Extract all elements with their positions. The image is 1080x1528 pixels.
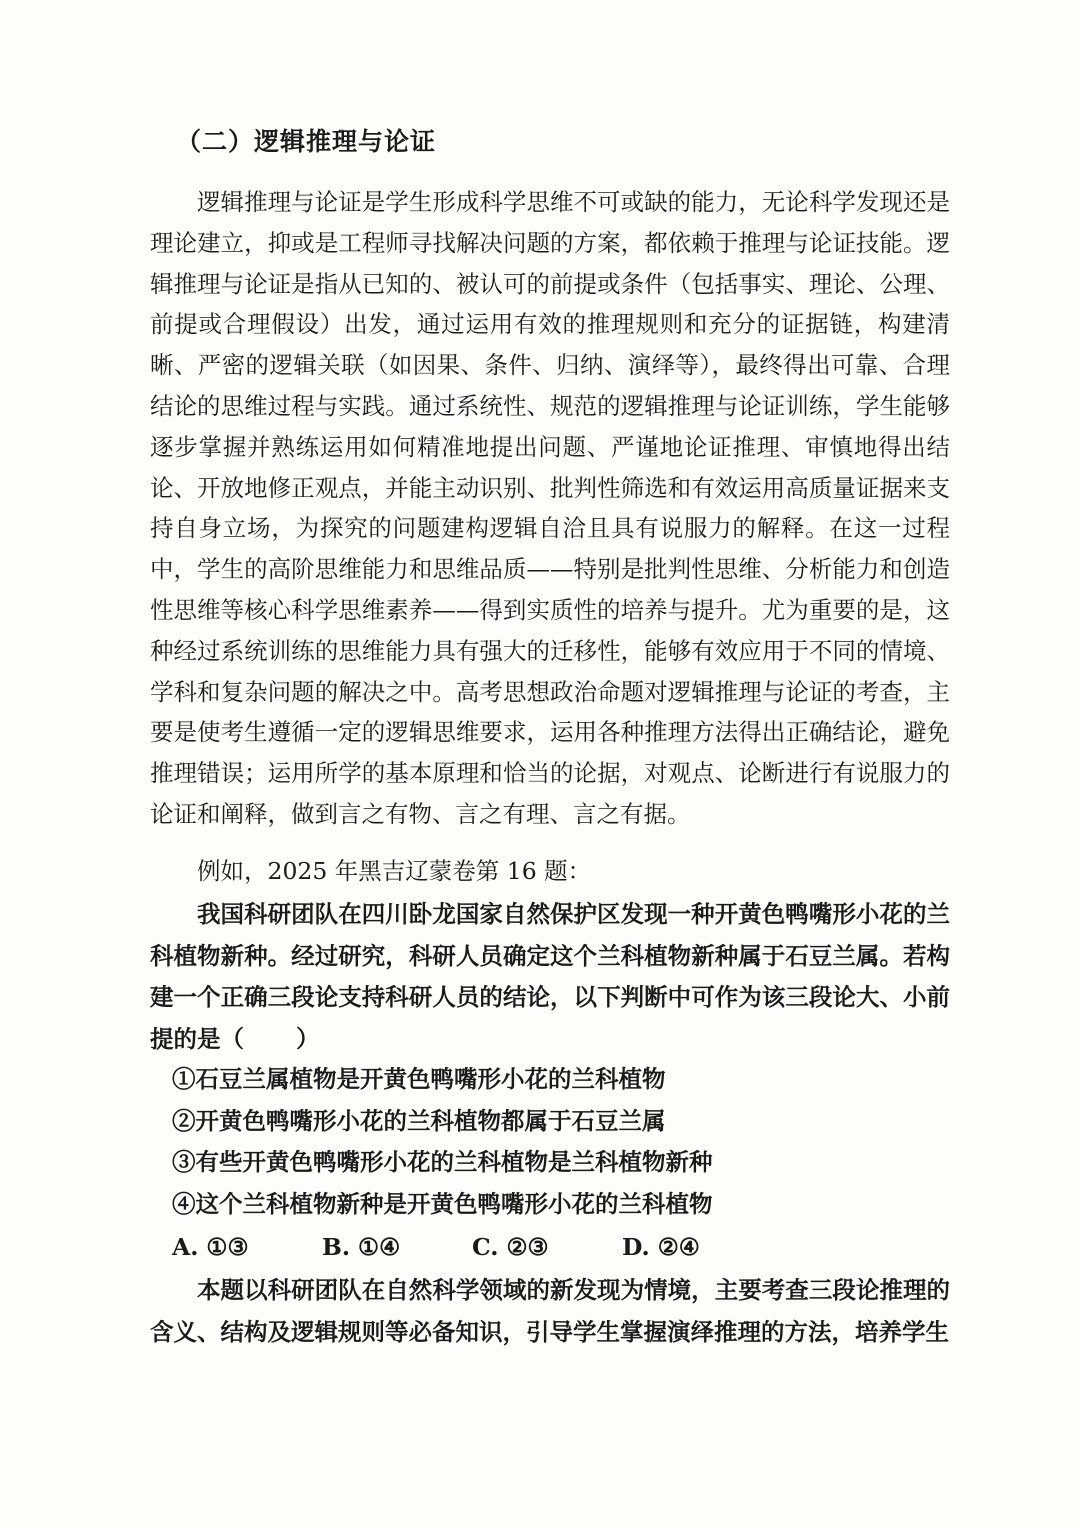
option-c — [472, 1227, 622, 1267]
option-b-value: ①④ — [358, 1233, 401, 1261]
option-a-value: ①③ — [206, 1233, 249, 1261]
option-d-value: ②④ — [657, 1233, 700, 1261]
option-a-letter: A. — [172, 1233, 199, 1261]
statement-2: ②开黄色鸭嘴形小花的兰科植物都属于石豆兰属 — [172, 1106, 666, 1135]
statement-list — [172, 1059, 713, 1225]
option-b-letter: B. — [322, 1233, 351, 1261]
option-d — [622, 1227, 772, 1267]
option-a — [172, 1227, 322, 1267]
statement-4: ④这个兰科植物新种是开黄色鸭嘴形小花的兰科植物 — [172, 1189, 713, 1218]
question-text: 我国科研团队在四川卧龙国家自然保护区发现一种开黄色鸭嘴形小花的兰科植物新种。经过研究，科研人员确定这个兰科植物新种属于石豆兰属。若构建一个正确三段论支持科研人员的结论，以下判断中可作为该三段论大、小前提的是（ — [150, 900, 950, 1053]
statement-1: ①石豆兰属植物是开黄色鸭嘴形小花的兰科植物 — [172, 1065, 666, 1093]
statement-3: ③有些开黄色鸭嘴形小花的兰科植物是兰科植物新种 — [172, 1148, 713, 1176]
example-intro: 例如，2025 年黑吉辽蒙卷第 16 题： — [197, 857, 592, 885]
question-close-paren: ） — [296, 1024, 320, 1053]
answer-options — [172, 1227, 772, 1267]
option-d-letter: D. — [622, 1233, 650, 1261]
section-heading: （二）逻辑推理与论证 — [176, 127, 437, 156]
analysis-paragraph: 本题以科研团队在自然科学领域的新发现为情境，主要考查三段论推理的含义、结构及逻辑规则等必备知识，引导学生掌握演绎推理的方法，培养学生 — [150, 1276, 950, 1346]
option-c-value: ②③ — [506, 1233, 549, 1261]
body-paragraph: 逻辑推理与论证是学生形成科学思维不可或缺的能力，无论科学发现还是理论建立，抑或是工程师寻找解决问题的方案，都依赖于推理与论证技能。逻辑推理与论证是指从已知的、被认可的前提或条件（包括事实、理论、公理、前提或合理假设）出发，通过运用有效的推理规则和充分的证据链，构建清晰、严密的逻辑关联（如因果、条件、归纳、演绎等），最终得出可靠、合理结论的思维过程与实践。通过系统性、规范的逻辑推理与论证训练，学生能够逐步掌握并熟练运用如何精准地提出问题、严谨地论证推理、审慎地得出结论、开放地修正观点，并能主动识别、批判性筛选和有效运用高质量证据来支持自身立场，为探究的问题建构逻辑自洽且具有说服力的解释。在这一过程中，学生的高阶思维能力和思维品质——特别是批判性思维、分析能力和创造性思维等核心科学思维素养——得到实质性的培养与提升。尤为重要的是，这种经过系统训练的思维能力具有强大的迁移性，能够有效应用于不同的情境、学科和复杂问题的解决之中。高考思想政治命题对逻辑推理与论证的考查，主要是使考生遵循一定的逻辑思维要求，运用各种推理方法得出正确结论，避免推理错误；运用所学的基本原理和恰当的论据，对观点、论断进行有说服力的论证和阐释，做到言之有物、言之有理、言之有据。 — [150, 188, 950, 828]
option-c-letter: C. — [472, 1233, 499, 1261]
question-stem — [150, 894, 950, 1060]
option-b — [322, 1227, 472, 1267]
